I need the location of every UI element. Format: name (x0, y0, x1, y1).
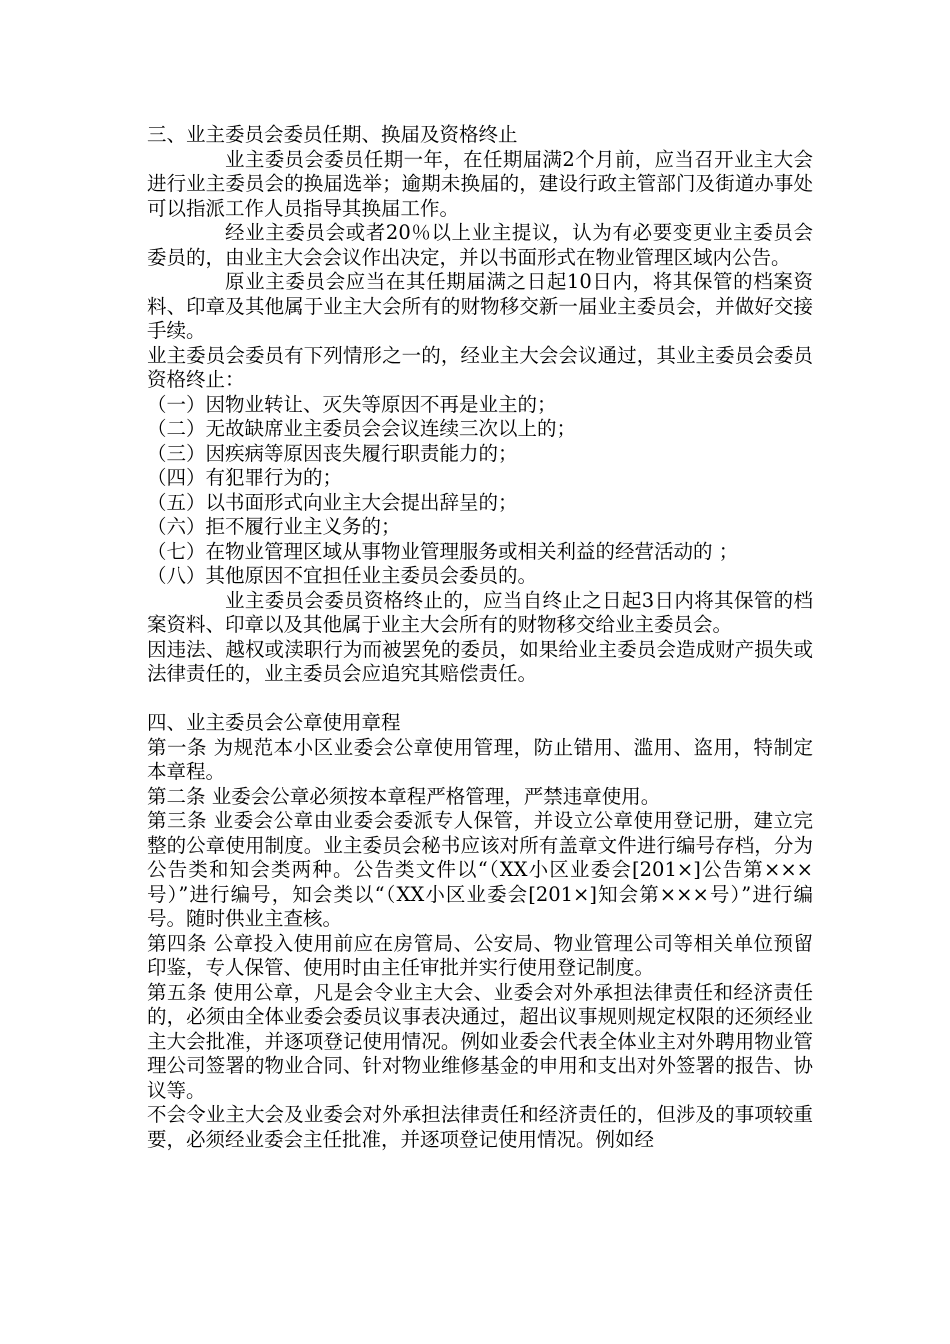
blank-line (147, 687, 813, 712)
list-item: （三）因疾病等原因丧失履行职责能力的； (147, 441, 518, 465)
section-3-para-handover: 原业主委员会应当在其任期届满之日起10日内，将其保管的档案资料、印章及其他属于业主大会所有的财物移交新一届业主委员会，并做好交接手续。 (147, 270, 813, 342)
section-3-para-change: 经业主委员会或者20％以上业主提议，认为有必要变更业主委员会委员的，由业主大会会议作出决定，并以书面形式在物业管理区域内公告。 (147, 221, 813, 269)
section-3-heading: 三、业主委员会委员任期、换届及资格终止 (147, 123, 518, 146)
list-item: （一）因物业转让、灭失等原因不再是业主的； (147, 392, 557, 416)
article-3: 第三条 业委会公章由业委会委派专人保管，并设立公章使用登记册，建立完整的公章使用制度。业主委员会秘书应该对所有盖章文件进行编号存档，分为公告类和知会类两种。公告类文件以“（XX小区业委会[201×]公告第×××号）”进行编号，知会类以“（XX小区业委会[201×]知会第×××号）”进行编号。随时供业主查核。 (147, 809, 813, 930)
article-2: 第二条 业委会公章必须按本章程严格管理，严禁违章使用。 (147, 784, 661, 808)
section-3-para-termination: 业主委员会委员有下列情形之一的，经业主大会会议通过，其业主委员会委员资格终止： (147, 343, 813, 391)
section-3-para-transfer: 业主委员会委员资格终止的，应当自终止之日起3日内将其保管的档案资料、印章以及其他属于业主大会所有的财物移交给业主委员会。 (147, 588, 813, 636)
list-item: （七）在物业管理区域从事物业管理服务或相关利益的经营活动的 ； (147, 539, 739, 563)
section-3-para-liability: 因违法、越权或渎职行为而被罢免的委员，如果给业主委员会造成财产损失或法律责任的，业主委员会应追究其赔偿责任。 (147, 637, 813, 685)
list-item: （六）拒不履行业主义务的； (147, 515, 401, 538)
list-item: （八）其他原因不宜担任业主委员会委员的。 (147, 564, 538, 587)
section-4-heading: 四、业主委员会公章使用章程 (147, 711, 401, 734)
article-1: 第一条 为规范本小区业委会公章使用管理，防止错用、滥用、盗用，特制定本章程。 (147, 735, 813, 783)
article-5: 第五条 使用公章，凡是会令业主大会、业委会对外承担法律责任和经济责任的，必须由全体业委会委员议事表决通过，超出议事规则规定权限的还须经业主大会批准，并逐项登记使用情况。例如业委会代表全体业主对外聘用物业管理公司签署的物业合同、针对物业维修基金的申用和支出对外签署的报告、协议等。 (147, 980, 813, 1102)
article-4: 第四条 公章投入使用前应在房管局、公安局、物业管理公司等相关单位预留印鉴，专人保管、使用时由主任审批并实行使用登记制度。 (147, 931, 813, 979)
section-3-para-term: 业主委员会委员任期一年，在任期届满2个月前，应当召开业主大会进行业主委员会的换届选举；逾期未换届的，建设行政主管部门及街道办事处可以指派工作人员指导其换届工作。 (147, 147, 813, 220)
list-item: （二）无故缺席业主委员会会议连续三次以上的； (147, 417, 577, 440)
list-item: （五）以书面形式向业主大会提出辞呈的； (147, 490, 518, 514)
list-item: （四）有犯罪行为的； (147, 466, 343, 489)
article-5-continued: 不会令业主大会及业委会对外承担法律责任和经济责任的，但涉及的事项较重要，必须经业委会主任批准，并逐项登记使用情况。例如经 (147, 1103, 813, 1151)
document-page (147, 123, 813, 1152)
